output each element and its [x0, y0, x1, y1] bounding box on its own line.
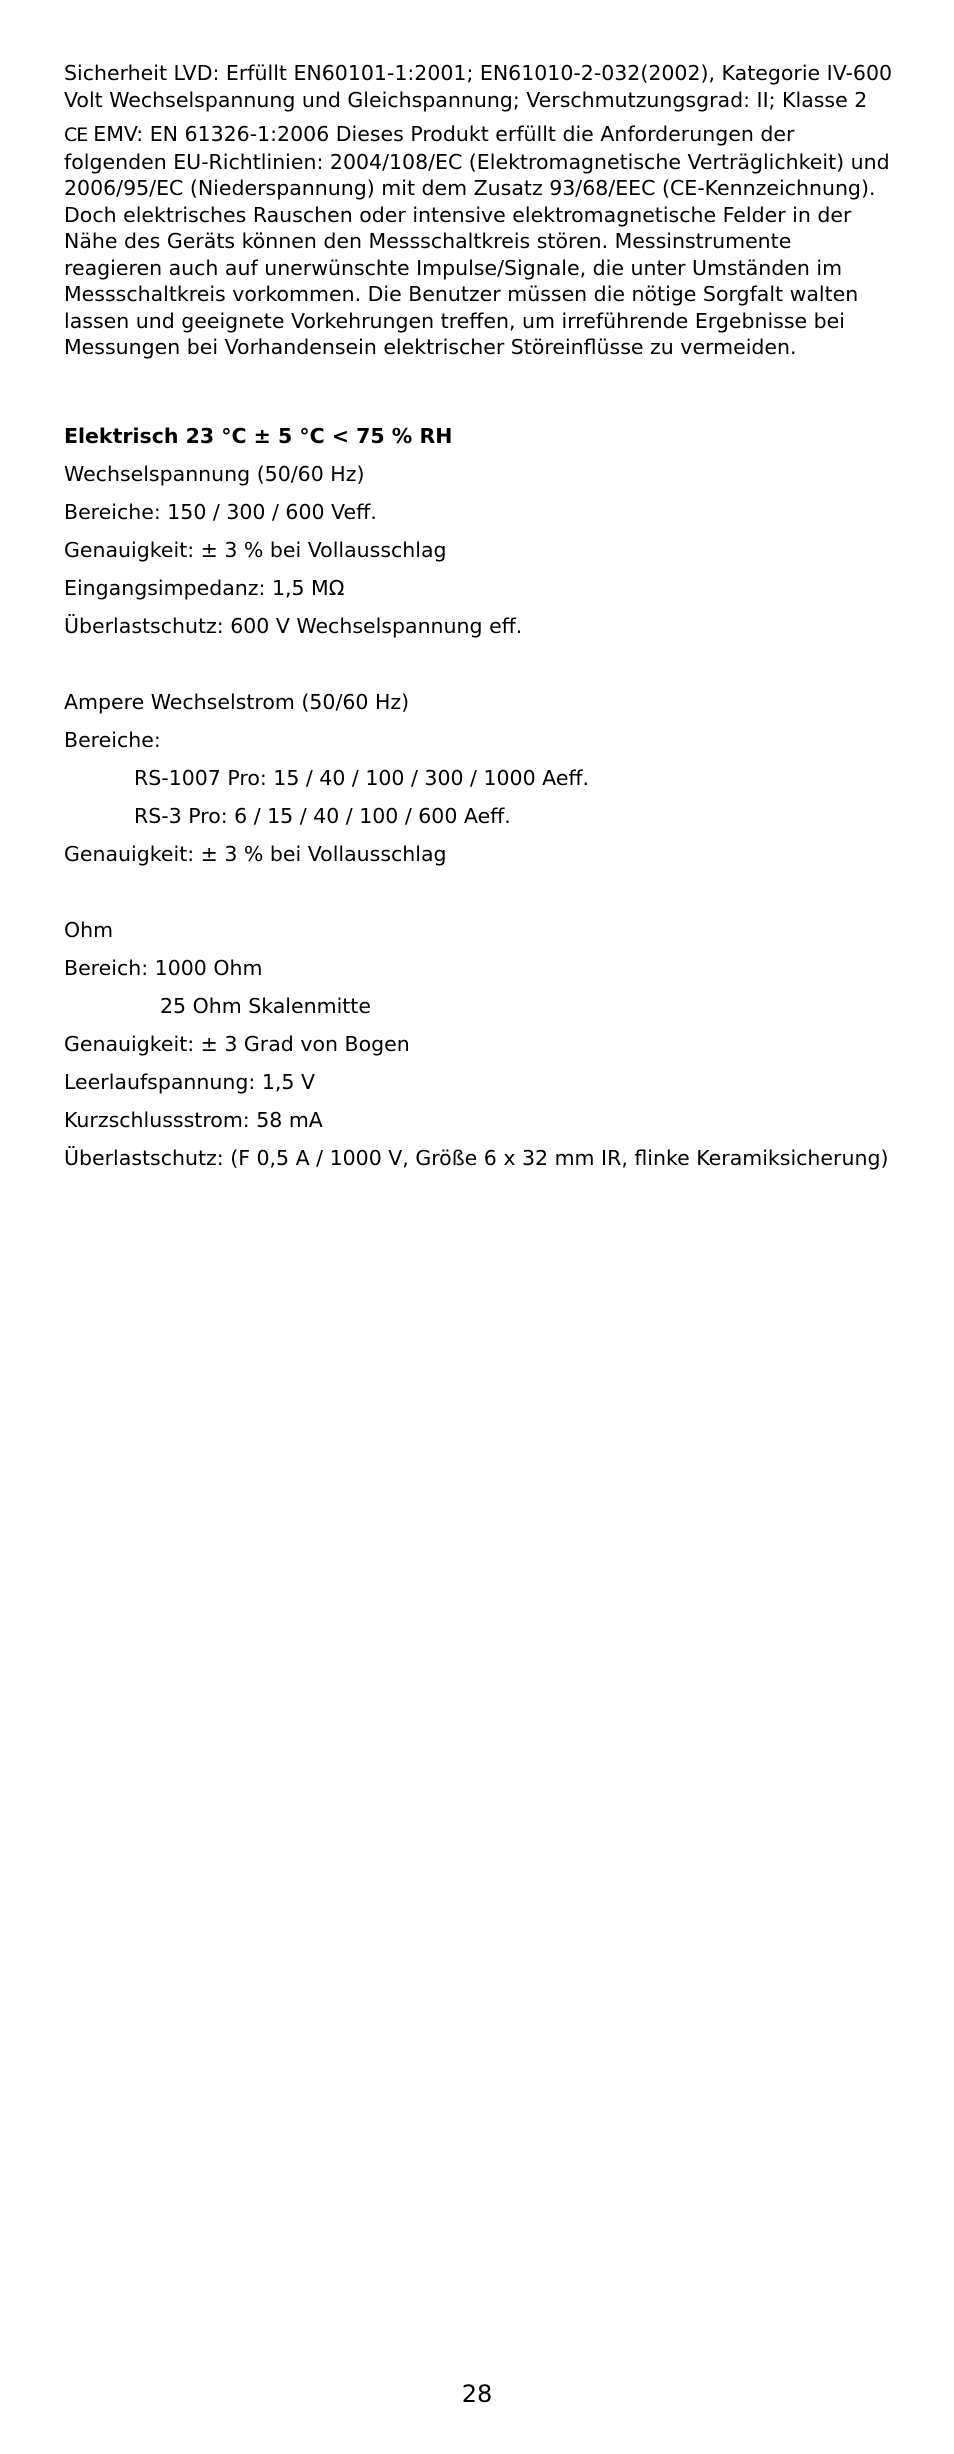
ohm-range: Bereich: 1000 Ohm	[64, 955, 263, 980]
spacer	[64, 873, 894, 911]
ce-mark-icon: CE	[64, 124, 88, 146]
emc-text: EMV: EN 61326-1:2006 Dieses Produkt erfüllt die Anforderungen der folgenden EU-Richtlinien: 2004/108/EC (Elektromagnetische Verträglichkeit) und 2006/95/EC (Niederspannung) mit dem Zusatz 93/68/EEC (CE-Kennzeichnung). Doch elektrisches Rauschen oder intensive elektromagnetische Felder in der Nähe des Geräts können den Messschaltkreis stören. Messinstrumente reagieren auch auf unerwünschte Impulse/Signale, die unter Umständen im Messschaltkreis vorkommen. Die Benutzer müssen die nötige Sorgfalt walten lassen und geeignete Vorkehrungen treffen, um irreführende Ergebnisse bei Messungen bei Vorhandensein elektrischer Störeinflüsse zu vermeiden.	[64, 122, 890, 359]
ohm-midscale: 25 Ohm Skalenmitte	[160, 993, 371, 1018]
ac-voltage-ranges: Bereiche: 150 / 300 / 600 Veff.	[64, 499, 377, 524]
ac-current-range-rs1007: RS-1007 Pro: 15 / 40 / 100 / 300 / 1000 Aeff.	[134, 765, 590, 790]
ac-current-accuracy: Genauigkeit: ± 3 % bei Vollausschlag	[64, 841, 447, 866]
ohm-accuracy: Genauigkeit: ± 3 Grad von Bogen	[64, 1031, 410, 1056]
ac-current-ranges-label: Bereiche:	[64, 727, 161, 752]
ohm-title: Ohm	[64, 917, 114, 942]
document-page	[64, 60, 894, 1177]
ac-voltage-accuracy: Genauigkeit: ± 3 % bei Vollausschlag	[64, 537, 447, 562]
ohm-overload: Überlastschutz: (F 0,5 A / 1000 V, Größe 6 x 32 mm IR, flinke Keramiksicherung)	[64, 1145, 889, 1170]
safety-paragraph: Sicherheit LVD: Erfüllt EN60101-1:2001; EN61010-2-032(2002), Kategorie IV-600 Volt Wechselspannung und Gleichspannung; Verschmutzungsgrad: II; Klasse 2	[64, 61, 893, 112]
ohm-open-voltage: Leerlaufspannung: 1,5 V	[64, 1069, 315, 1094]
ac-voltage-title: Wechselspannung (50/60 Hz)	[64, 461, 365, 486]
page-number: 28	[461, 2380, 493, 2408]
ac-voltage-impedance: Eingangsimpedanz: 1,5 MΩ	[64, 575, 345, 600]
electrical-specifications	[64, 417, 894, 1177]
spacer	[64, 645, 894, 683]
ohm-short-current: Kurzschlussstrom: 58 mA	[64, 1107, 323, 1132]
emc-paragraph	[64, 121, 894, 361]
ac-voltage-overload: Überlastschutz: 600 V Wechselspannung eff.	[64, 613, 523, 638]
ac-current-title: Ampere Wechselstrom (50/60 Hz)	[64, 689, 410, 714]
electrical-heading: Elektrisch 23 °C ± 5 °C < 75 % RH	[64, 423, 453, 448]
ac-current-range-rs3: RS-3 Pro: 6 / 15 / 40 / 100 / 600 Aeff.	[134, 803, 511, 828]
